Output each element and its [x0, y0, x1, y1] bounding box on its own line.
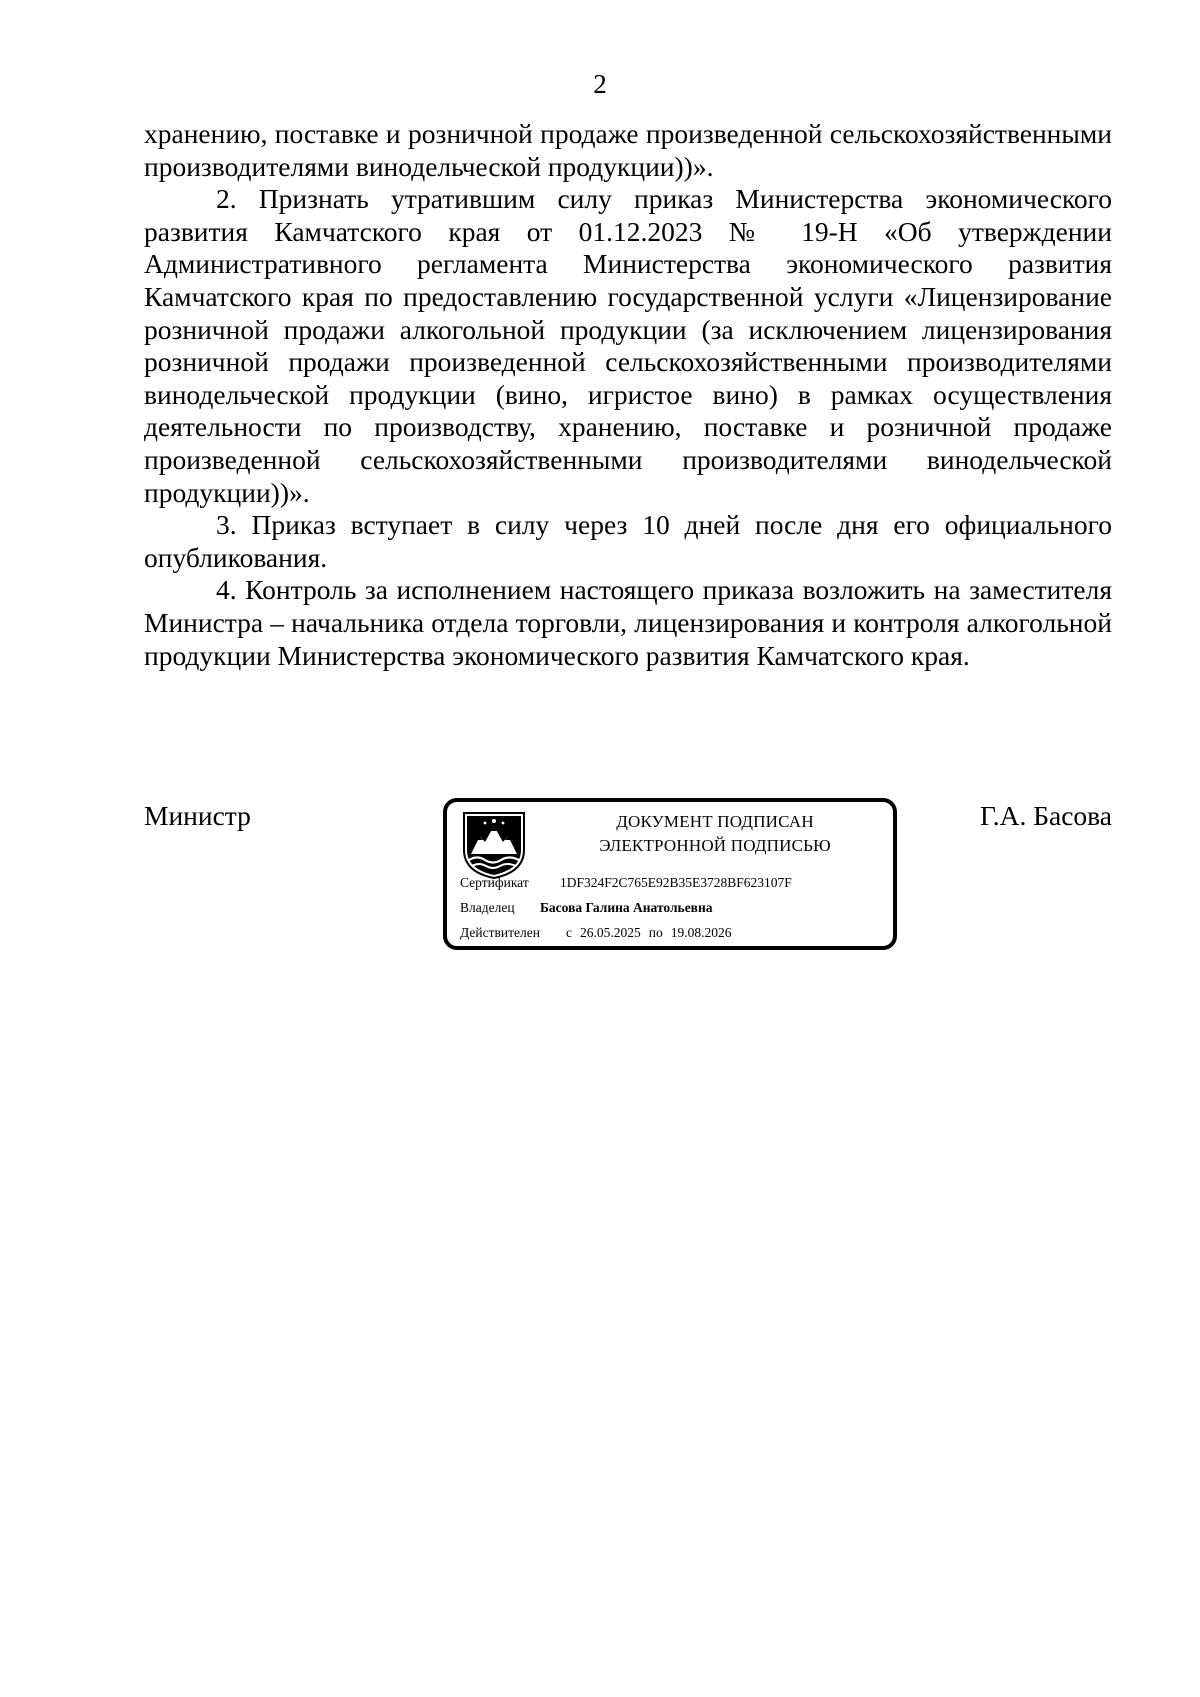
- owner-value: Басова Галина Анатольевна: [540, 900, 713, 915]
- stamp-owner-row: [460, 899, 713, 917]
- paragraph-item-2: 2. Признать утратившим силу приказ Министерства экономического развития Камчатского края от 01.12.2023 № 19-Н «Об утверждении Административного регламента Министерства экономического развития Камчатского края по предоставлению государственной услуги «Лицензирование розничной продажи алкогольной продукции (за исключением лицензирования розничной продажи произведенной сельскохозяйственными производителями винодельческой продукции (вино, игристое вино) в рамках осуществления деятельности по производству, хранению, поставке и розничной продаже произведенной сельскохозяйственными производителями винодельческой продукции))».: [144, 183, 1112, 508]
- stamp-certificate-row: [460, 874, 792, 892]
- owner-label: Владелец: [460, 900, 515, 915]
- certificate-label: Сертификат: [460, 875, 529, 890]
- signatory-role: Министр: [144, 800, 251, 831]
- page-number: 2: [593, 69, 607, 99]
- paragraph-item-4: 4. Контроль за исполнением настоящего приказа возложить на заместителя Министра – начальника отдела торговли, лицензирования и контроля алкогольной продукции Министерства экономического развития Камчатского края.: [144, 574, 1112, 671]
- stamp-title-line1: ДОКУМЕНТ ПОДПИСАН: [616, 812, 814, 831]
- paragraph-item-3: 3. Приказ вступает в силу через 10 дней после дня его официального опубликования.: [144, 509, 1112, 573]
- valid-label: Действителен: [460, 925, 540, 940]
- valid-to-date: 19.08.2026: [670, 925, 732, 940]
- stamp-validity-row: [460, 924, 731, 942]
- valid-to-prefix: по: [648, 925, 663, 940]
- order-body: [144, 118, 1112, 672]
- stamp-title-line2: ЭЛЕКТРОННОЙ ПОДПИСЬЮ: [599, 836, 831, 855]
- paragraph-continuation: хранению, поставке и розничной продаже произведенной сельскохозяйственными производителями винодельческой продукции))».: [144, 118, 1112, 182]
- valid-from-date: 26.05.2025: [580, 925, 641, 940]
- valid-from-prefix: с: [566, 925, 572, 940]
- signatory-name: Г.А. Басова: [979, 800, 1112, 831]
- certificate-value: 1DF324F2C765E92B35E3728BF623107F: [560, 875, 792, 890]
- kamchatka-coat-of-arms-icon: [461, 810, 527, 880]
- digital-signature-stamp: [443, 798, 897, 950]
